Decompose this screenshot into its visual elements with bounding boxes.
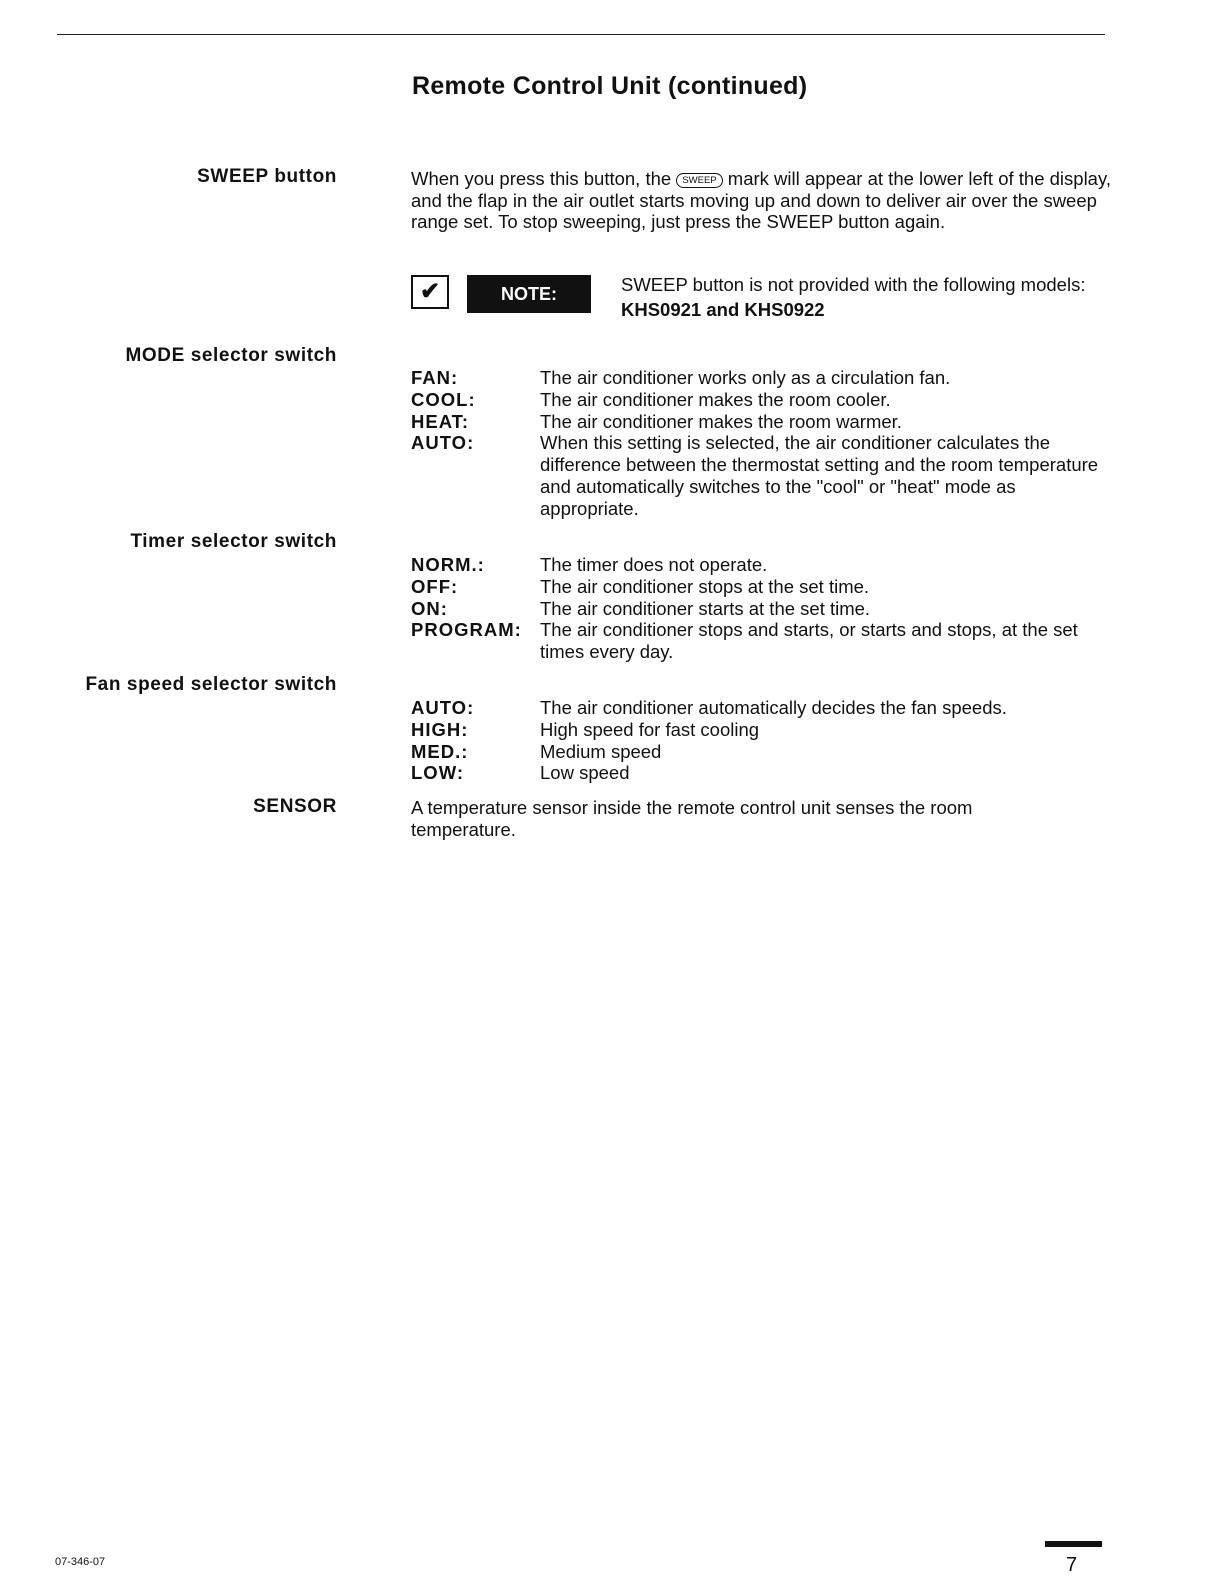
sweep-text-before: When you press this button, the (411, 168, 672, 189)
description: The air conditioner stops and starts, or starts and stops, at the set times every day. (540, 619, 1078, 663)
document-code: 07-346-07 (55, 1556, 106, 1568)
description: The air conditioner stops at the set time. (540, 575, 870, 597)
term: COOL: (411, 388, 476, 410)
note-badge: NOTE: (467, 275, 591, 313)
term: NORM.: (411, 554, 485, 575)
term: OFF: (411, 575, 459, 597)
description: High speed for fast cooling (540, 718, 760, 740)
sensor-description: A temperature sensor inside the remote control unit senses the room temperature. (411, 797, 973, 840)
definition-item (411, 719, 1111, 741)
checkmark-icon: ✔ (411, 275, 449, 309)
term: AUTO: (411, 697, 475, 718)
definition-item (411, 762, 1111, 784)
fan-speed-definitions (411, 697, 1111, 784)
description: Low speed (540, 762, 630, 784)
description: The timer does not operate. (540, 554, 768, 575)
sweep-description (411, 168, 1111, 233)
sweep-button-label: SWEEP button (197, 166, 337, 187)
term: FAN: (411, 367, 459, 388)
definition-item (411, 598, 1111, 620)
term: HEAT: (411, 410, 470, 432)
description: When this setting is selected, the air conditioner calculates the difference between the thermostat setting and the room temperature and automatically switches to the "cool" or "heat" mode as appropriate. (540, 432, 1099, 519)
page-number: 7 (1066, 1554, 1078, 1576)
definition-item (411, 554, 1111, 576)
page-number-bar (1045, 1541, 1102, 1547)
definition-item (411, 619, 1111, 663)
sweep-mark-icon: SWEEP (676, 173, 722, 188)
term: AUTO: (411, 432, 475, 454)
term: PROGRAM: (411, 619, 522, 641)
description: Medium speed (540, 740, 662, 762)
term: LOW: (411, 762, 464, 784)
mode-selector-label: MODE selector switch (125, 345, 337, 366)
timer-selector-label: Timer selector switch (130, 531, 337, 552)
definition-item (411, 432, 1111, 519)
page-title: Remote Control Unit (continued) (412, 72, 808, 100)
description: The air conditioner works only as a circulation fan. (540, 367, 951, 388)
description: The air conditioner makes the room warmer. (540, 410, 902, 432)
note-models: KHS0921 and KHS0922 (621, 299, 825, 320)
term: HIGH: (411, 718, 469, 740)
definition-item (411, 389, 1111, 411)
note (411, 272, 1111, 322)
definition-item (411, 741, 1111, 763)
definition-item (411, 576, 1111, 598)
description: The air conditioner starts at the set time. (540, 597, 871, 619)
description: The air conditioner automatically decides the fan speeds. (540, 697, 1007, 718)
term: MED.: (411, 740, 469, 762)
definition-item (411, 411, 1111, 433)
sensor-label: SENSOR (253, 796, 337, 817)
definition-item (411, 697, 1111, 719)
note-text (621, 272, 1101, 322)
header-rule (57, 34, 1105, 35)
description: The air conditioner makes the room cooler. (540, 388, 891, 410)
term: ON: (411, 597, 448, 619)
fan-speed-selector-label: Fan speed selector switch (85, 674, 337, 695)
definition-item (411, 367, 1111, 389)
sweep-text-after: mark will appear at the lower left of the display, and the flap in the air outlet starts moving up and down to deliver air over the sweep range set. To stop sweeping, just press the SWEEP button again. (411, 168, 1111, 232)
timer-definitions (411, 554, 1111, 663)
mode-definitions (411, 367, 1111, 520)
note-body: SWEEP button is not provided with the following models: (621, 274, 1086, 295)
